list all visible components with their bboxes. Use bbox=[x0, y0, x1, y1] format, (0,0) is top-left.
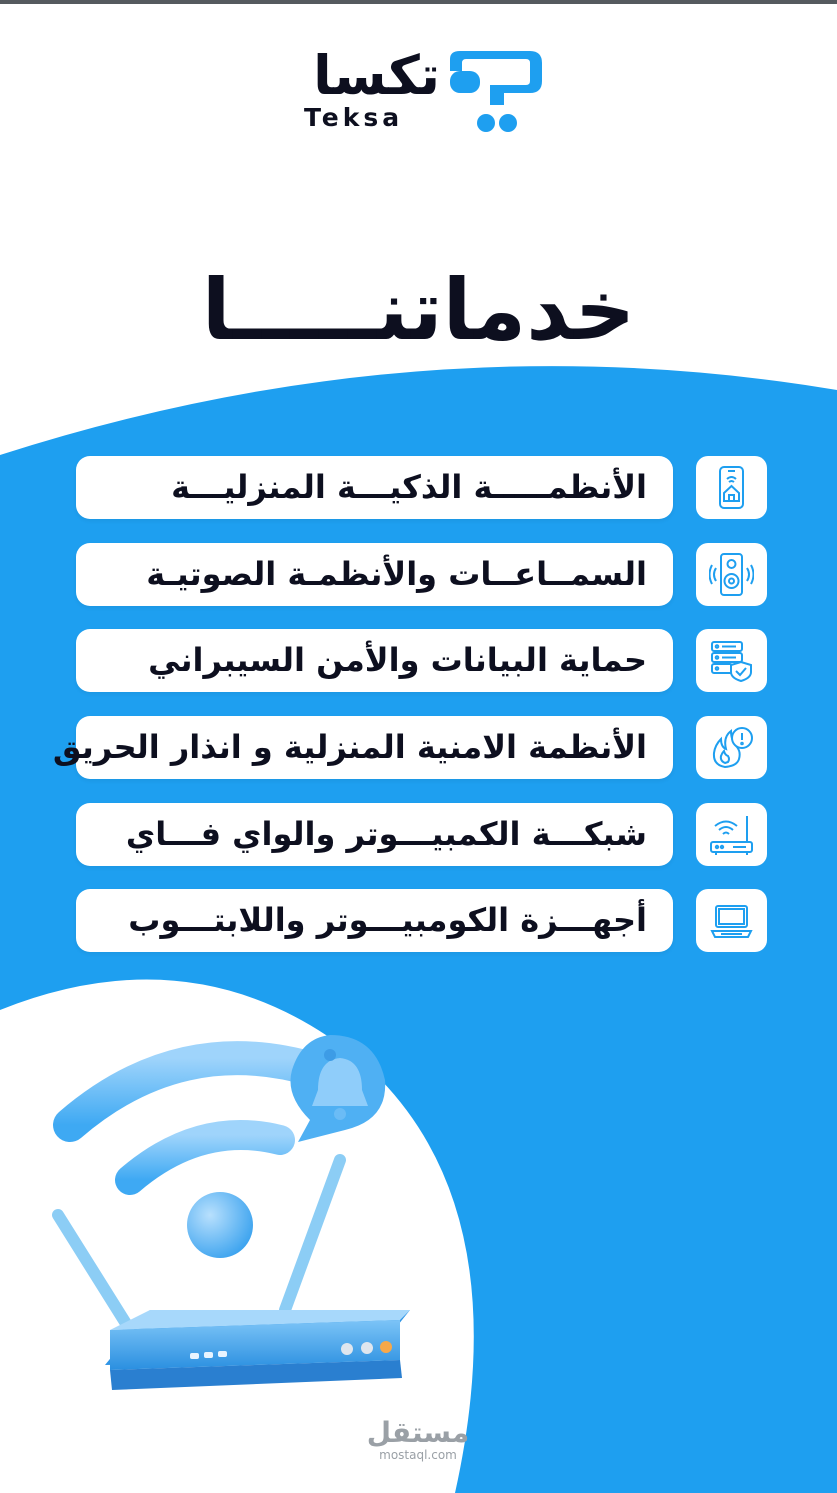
service-label: حماية البيانات والأمن السيبراني bbox=[148, 641, 647, 679]
laptop-icon bbox=[709, 898, 754, 943]
brand-name-english: Teksa bbox=[304, 103, 404, 132]
brand-logo bbox=[290, 45, 550, 135]
service-item-computers[interactable] bbox=[76, 889, 767, 952]
wifi-router-icon bbox=[709, 812, 754, 857]
watermark-arabic: مستقل bbox=[366, 1416, 470, 1449]
service-icon-box bbox=[696, 889, 767, 952]
service-icon-box bbox=[696, 716, 767, 779]
service-icon-box bbox=[696, 803, 767, 866]
service-item-security-fire[interactable] bbox=[52, 716, 767, 779]
watermark bbox=[366, 1418, 470, 1462]
service-label: الأنظمـــــة الذكيـــة المنزليـــة bbox=[171, 468, 647, 506]
service-label: شبكـــة الكمبيـــوتر والواي فـــاي bbox=[125, 815, 647, 853]
smart-home-phone-icon bbox=[709, 465, 754, 510]
bell-badge bbox=[290, 1035, 385, 1142]
service-item-network-wifi[interactable] bbox=[76, 803, 767, 866]
speaker-icon bbox=[709, 552, 754, 597]
service-pill bbox=[76, 889, 673, 952]
service-item-speakers[interactable] bbox=[76, 543, 767, 606]
service-label: أجهـــزة الكومبيـــوتر واللابتـــوب bbox=[128, 901, 647, 939]
service-label: الأنظمة الامنية المنزلية و انذار الحريق bbox=[52, 728, 647, 766]
watermark-english: mostaql.com bbox=[379, 1448, 457, 1462]
service-icon-box bbox=[696, 456, 767, 519]
service-label: السمــاعــات والأنظمـة الصوتيـة bbox=[146, 555, 647, 593]
service-pill bbox=[76, 803, 673, 866]
fire-alarm-icon bbox=[709, 725, 754, 770]
service-icon-box bbox=[696, 629, 767, 692]
server-shield-icon bbox=[709, 638, 754, 683]
service-item-data-protection[interactable] bbox=[76, 629, 767, 692]
brand-mark-icon bbox=[442, 49, 546, 135]
service-pill bbox=[76, 543, 673, 606]
page-title: خدماتنـــــا bbox=[201, 261, 636, 359]
service-item-smart-home[interactable] bbox=[76, 456, 767, 519]
brand-name-arabic: تكسا bbox=[313, 44, 440, 107]
service-pill bbox=[52, 716, 673, 779]
service-pill bbox=[76, 456, 673, 519]
service-icon-box bbox=[696, 543, 767, 606]
service-pill bbox=[76, 629, 673, 692]
wifi-router-illustration bbox=[30, 1010, 440, 1430]
